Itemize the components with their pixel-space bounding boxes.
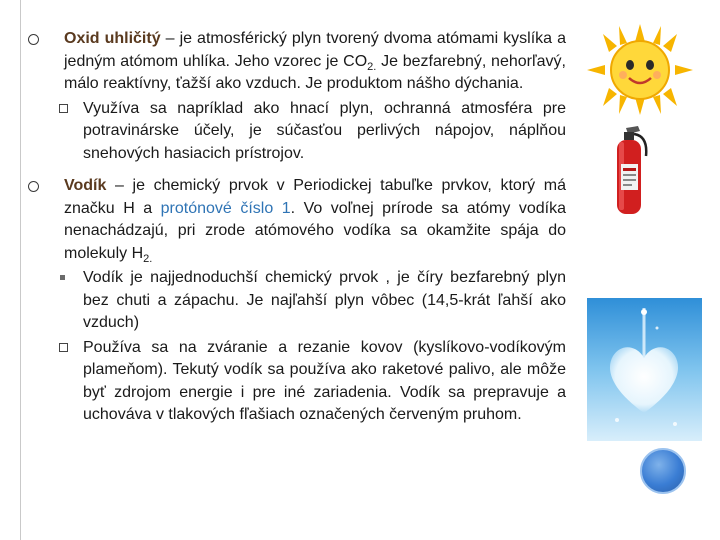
co2-text-b: Je bezfarebný, nehorľavý, málo reaktívny, ťažší ako vzduch. Je produktom nášho dýchania.	[64, 52, 566, 92]
bullet-circle-icon	[28, 34, 39, 45]
bullet-circle-icon	[28, 181, 39, 192]
water-heart-icon	[587, 298, 702, 441]
co2-text-a: – je atmosférický plyn tvorený dvoma atómami kyslíka a jedným atómom uhlíka. Jeho vzorec je CO	[64, 30, 567, 70]
co2-use-text: Využíva sa napríklad ako hnací plyn, ochranná atmosféra pre potravinárske účely, je súčasťou perlivých nápojov, náplňou snehových hasiacich prístrojov.	[83, 99, 566, 162]
hydrogen-use-text: Používa sa na zváranie a rezanie kovov (kyslíkovo-vodíkovým plameňom). Tekutý vodík sa používa ako raketové palivo, ale môže byť zdrojom energie i pre iné zariadenia. Vodík sa prepravuje a uchováva v tlakových fľašiach označených červeným pruhom.	[83, 338, 566, 423]
hydrogen-subscript: 2.	[143, 252, 153, 265]
hydrogen-props-text: Vodík je najjednoduchší chemický prvok , je číry bezfarebný plyn bez chuti a zápachu. Je najľahší plyn vôbec (14,5-krát ľahší ako vzduch)	[83, 269, 566, 331]
hydrogen-text-b: . Vo voľnej prírode sa atómy vodíka nenachádzajú, pri zrode atómového vodíka sa okamžite spája do molekuly H	[64, 199, 566, 262]
term-hydrogen: Vodík	[64, 177, 107, 194]
checkbox-bullet-icon	[59, 343, 68, 352]
sub-bullet-hydrogen-props	[28, 267, 566, 335]
left-rule-line	[20, 0, 21, 540]
hydrogen-text-a: – je chemický prvok v Periodickej tabuľke prvkov, ktorý má značku H a	[64, 177, 566, 217]
term-co2: Oxid uhličitý	[64, 30, 161, 47]
checkbox-bullet-icon	[59, 104, 68, 113]
bullet-hydrogen	[28, 175, 566, 265]
slide-content	[28, 28, 566, 427]
square-bullet-icon	[60, 275, 65, 280]
bullet-co2	[28, 28, 566, 96]
hydrogen-accent-link[interactable]: protónové číslo 1	[160, 199, 291, 217]
sub-bullet-hydrogen-use	[28, 337, 566, 427]
sun-icon	[585, 22, 695, 117]
co2-subscript: 2.	[367, 60, 377, 73]
blue-circle-decoration	[640, 448, 686, 494]
fire-extinguisher-icon	[604, 122, 652, 217]
sub-bullet-co2-use	[28, 98, 566, 166]
